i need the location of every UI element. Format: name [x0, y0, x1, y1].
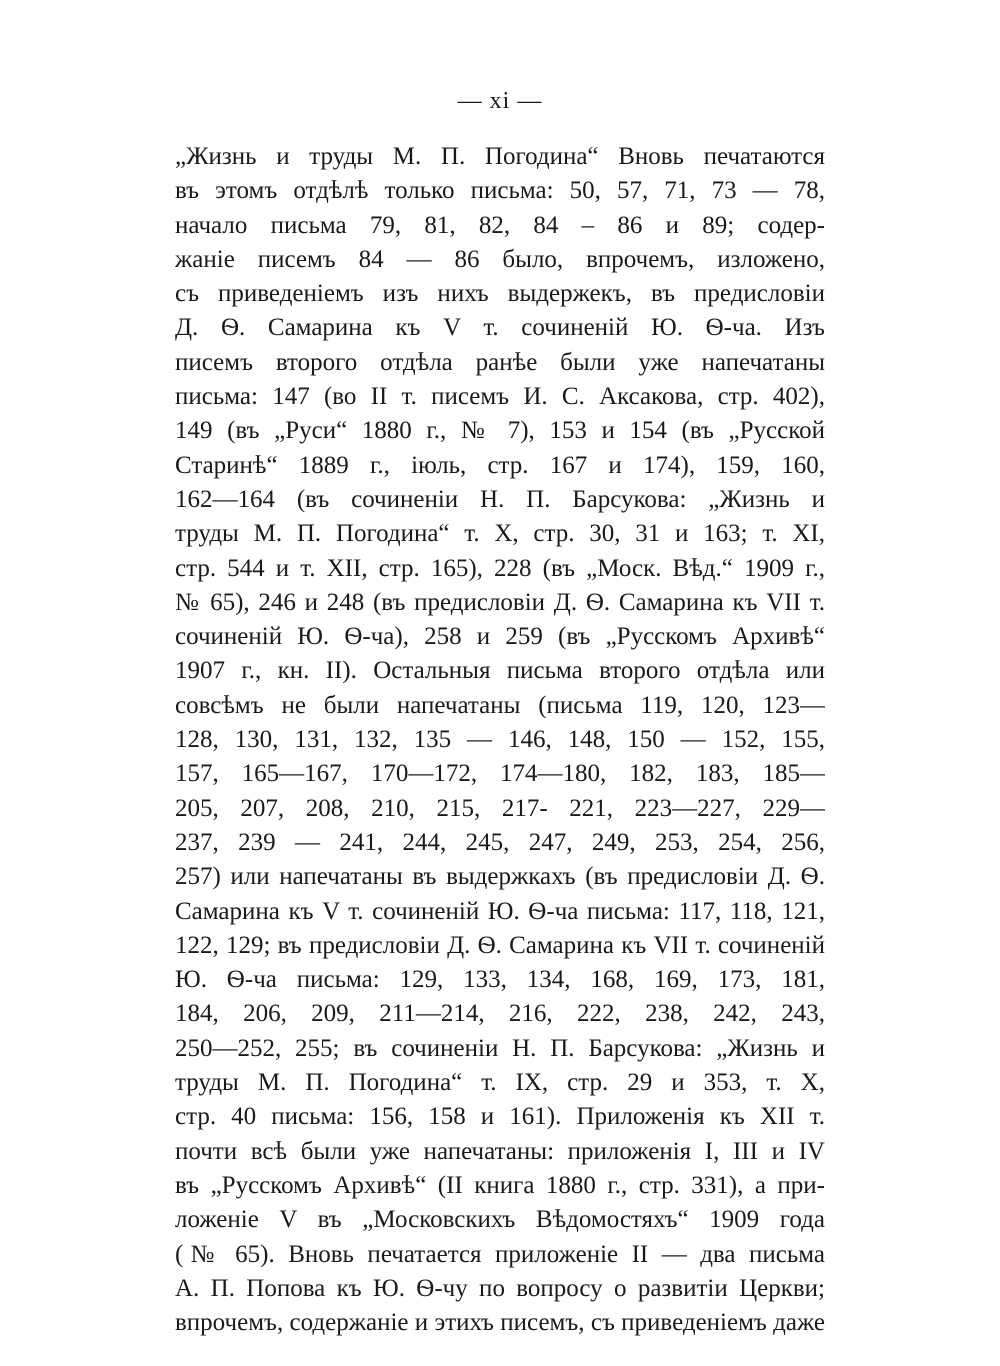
- text-line: А. П. Попова къ Ю. Ѳ-чу по вопросу о развитіи Церкви;: [175, 1274, 825, 1302]
- text-line: „Жизнь и труды М. П. Погодина“ Вновь печатаются: [175, 143, 825, 170]
- text-line: Ю. Ѳ-ча письма: 129, 133, 134, 168, 169, 173, 181,: [175, 966, 825, 994]
- text-line: письма: 147 (во II т. писемъ И. С. Аксакова, стр. 402),: [175, 383, 825, 411]
- text-line: 149 (въ „Руси“ 1880 г., № 7), 153 и 154 (въ „Русской: [175, 417, 825, 445]
- text-line: писемъ второго отдѣла ранѣе были уже напечатаны: [175, 348, 825, 376]
- text-line: 184, 206, 209, 211—214, 216, 222, 238, 242, 243,: [175, 1000, 825, 1028]
- text-line: 250—252, 255; въ сочиненіи Н. П. Барсукова: „Жизнь и: [175, 1034, 825, 1062]
- text-line: съ приведеніемъ изъ нихъ выдержекъ, въ предисловіи: [175, 280, 825, 308]
- page-number: — xi —: [457, 88, 543, 114]
- text-line: 257) или напечатаны въ выдержкахъ (въ предисловіи Д. Ѳ.: [175, 863, 825, 891]
- text-line: труды М. П. Погодина“ т. IX, стр. 29 и 353, т. X,: [175, 1069, 825, 1097]
- text-line: 157, 165—167, 170—172, 174—180, 182, 183, 185—: [175, 760, 825, 788]
- text-line: Самарина къ V т. сочиненій Ю. Ѳ-ча письма: 117, 118, 121,: [175, 897, 825, 925]
- text-line: въ этомъ отдѣлѣ только письма: 50, 57, 71, 73 — 78,: [175, 177, 825, 205]
- text-line: 1907 г., кн. II). Остальныя письма второго отдѣла или: [175, 657, 825, 685]
- body-text: [175, 140, 825, 1340]
- text-line: почти всѣ были уже напечатаны: приложенія I, III и IV: [175, 1137, 825, 1165]
- text-line: 205, 207, 208, 210, 215, 217- 221, 223—227, 229—: [175, 794, 825, 822]
- text-line: начало письма 79, 81, 82, 84 – 86 и 89; содер-: [175, 211, 825, 239]
- text-line: Д. Ѳ. Самарина къ V т. сочиненій Ю. Ѳ-ча. Изъ: [175, 314, 825, 342]
- text-line: стр. 544 и т. XII, стр. 165), 228 (въ „Моск. Вѣд.“ 1909 г.,: [175, 554, 825, 582]
- text-line: 162—164 (въ сочиненіи Н. П. Барсукова: „Жизнь и: [175, 485, 825, 513]
- text-line: Старинѣ“ 1889 г., іюль, стр. 167 и 174), 159, 160,: [175, 451, 825, 479]
- text-line: 237, 239 — 241, 244, 245, 247, 249, 253, 254, 256,: [175, 828, 825, 856]
- text-line: (№ 65). Вновь печатается приложеніе II — два письма: [175, 1240, 825, 1268]
- text-line: жаніе писемъ 84 — 86 было, впрочемъ, изложено,: [175, 245, 825, 273]
- text-line: впрочемъ, содержаніе и этихъ писемъ, съ приведеніемъ даже: [175, 1309, 825, 1337]
- text-line: № 65), 246 и 248 (въ предисловіи Д. Ѳ. Самарина къ VII т.: [175, 588, 825, 616]
- text-line: ложеніе V въ „Московскихъ Вѣдомостяхъ“ 1909 года: [175, 1206, 825, 1234]
- text-line: 122, 129; въ предисловіи Д. Ѳ. Самарина къ VII т. сочиненій: [175, 931, 825, 959]
- text-line: въ „Русскомъ Архивѣ“ (II книга 1880 г., стр. 331), а при-: [175, 1171, 825, 1199]
- text-line: 128, 130, 131, 132, 135 — 146, 148, 150 — 152, 155,: [175, 726, 825, 754]
- text-line: труды М. П. Погодина“ т. X, стр. 30, 31 и 163; т. XI,: [175, 520, 825, 548]
- text-line: сочиненій Ю. Ѳ-ча), 258 и 259 (въ „Русскомъ Архивѣ“: [175, 623, 825, 651]
- text-line: совсѣмъ не были напечатаны (письма 119, 120, 123—: [175, 691, 825, 719]
- text-line: стр. 40 письма: 156, 158 и 161). Приложенія къ XII т.: [175, 1103, 825, 1131]
